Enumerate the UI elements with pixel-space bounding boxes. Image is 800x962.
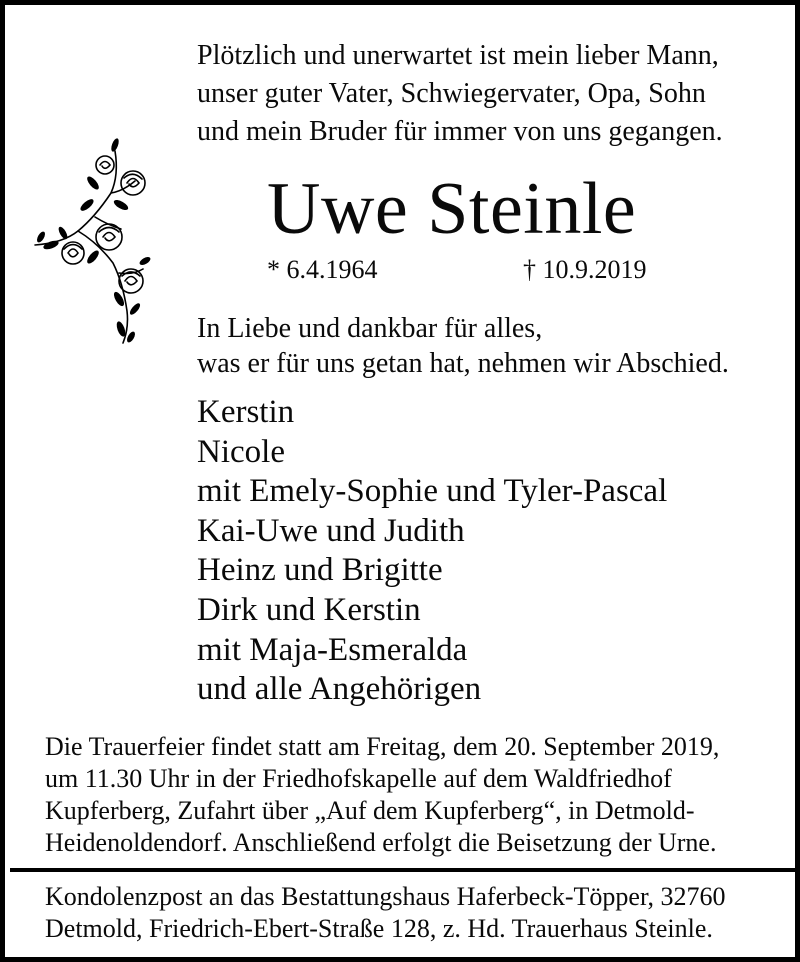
rose-branch-icon	[23, 133, 163, 348]
farewell-line: was er für uns getan hat, nehmen wir Abschied.	[197, 348, 729, 379]
intro-line: unser guter Vater, Schwiegervater, Opa, Sohn	[197, 78, 706, 109]
birth-date: * 6.4.1964	[267, 255, 378, 284]
mourner-entry: Dirk und Kerstin	[197, 591, 421, 628]
mourner-entry: mit Maja-Esmeralda	[197, 631, 468, 668]
section-divider	[10, 868, 800, 872]
service-line: Heidenoldendorf. Anschließend erfolgt die Beisetzung der Urne.	[45, 828, 717, 857]
mourner-entry: und alle Angehörigen	[197, 671, 482, 708]
death-date: † 10.9.2019	[523, 255, 647, 284]
mourner-entry: Heinz und Brigitte	[197, 552, 443, 589]
service-line: um 11.30 Uhr in der Friedhofskapelle auf dem Waldfriedhof	[45, 764, 672, 793]
intro-line: Plötzlich und unerwartet ist mein lieber Mann,	[197, 40, 719, 71]
mourner-entry: Nicole	[197, 433, 285, 470]
mourner-entry: Kai-Uwe und Judith	[197, 512, 465, 549]
service-line: Kupferberg, Zufahrt über „Auf dem Kupferberg“, in Detmold-	[45, 796, 695, 825]
mourner-entry: mit Emely-Sophie und Tyler-Pascal	[197, 473, 668, 510]
deceased-name: Uwe Steinle	[267, 168, 637, 250]
farewell-text	[197, 311, 797, 381]
farewell-line: In Liebe und dankbar für alles,	[197, 313, 543, 344]
condolence-line: Kondolenzpost an das Bestattungshaus Haferbeck-Töpper, 32760	[45, 882, 726, 911]
intro-text	[197, 37, 797, 151]
condolence-line: Detmold, Friedrich-Ebert-Straße 128, z. Hd. Trauerhaus Steinle.	[45, 914, 713, 943]
condolence-address	[45, 881, 790, 945]
funeral-service-info	[45, 731, 790, 859]
mourner-entry: Kerstin	[197, 394, 295, 430]
intro-line: und mein Bruder für immer von uns gegangen.	[197, 116, 723, 147]
mourners-list	[197, 393, 797, 710]
service-line: Die Trauerfeier findet statt am Freitag, dem 20. September 2019,	[45, 732, 720, 761]
